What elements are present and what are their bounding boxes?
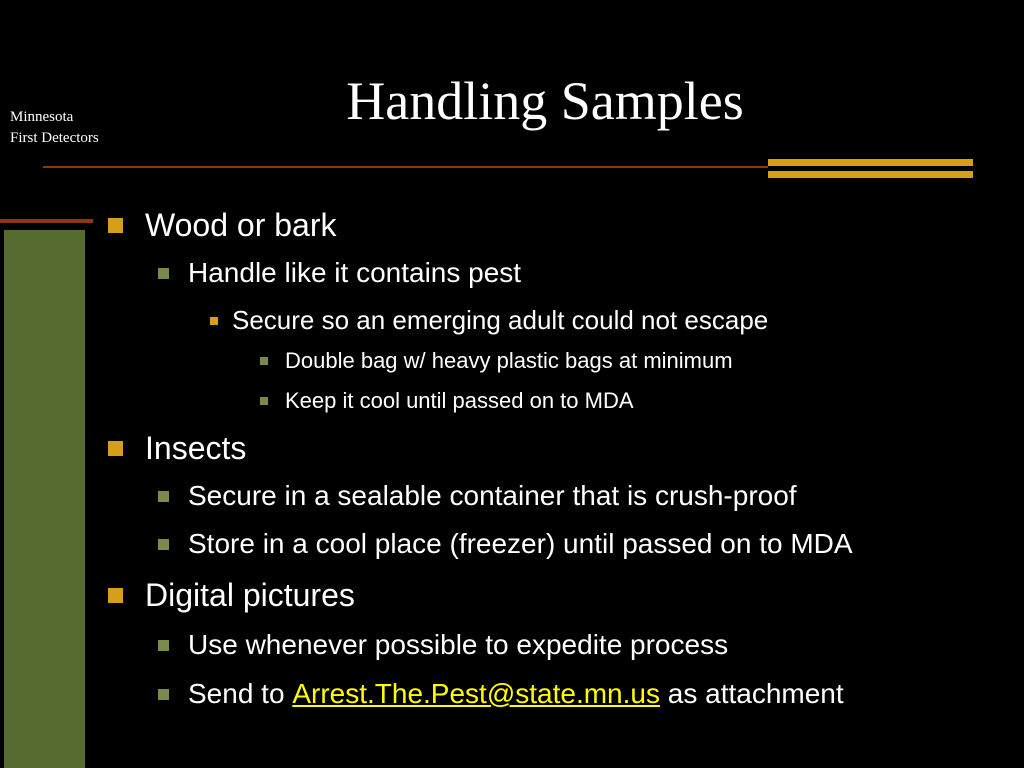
square-bullet-icon	[260, 357, 268, 365]
bullet-insects	[108, 430, 246, 467]
square-bullet-icon	[158, 689, 169, 700]
bullet-text: Secure in a sealable container that is crush-proof	[188, 480, 797, 511]
bullet-text: Use whenever possible to expedite process	[188, 629, 729, 660]
square-bullet-icon	[158, 268, 169, 279]
bullet-text: Digital pictures	[145, 577, 355, 613]
bullet-text-prefix: Send to	[188, 678, 285, 709]
bullet-keep-cool	[260, 388, 634, 414]
bullet-secure-emerging-adult	[210, 305, 768, 336]
square-bullet-icon	[158, 640, 169, 651]
bullet-text: Handle like it contains pest	[188, 257, 522, 288]
bullet-use-whenever-possible	[158, 629, 728, 661]
bullet-send-email	[158, 678, 844, 710]
bullet-wood-or-bark	[108, 207, 337, 244]
bullet-double-bag	[260, 348, 733, 374]
bullet-digital-pictures	[108, 577, 355, 614]
email-link[interactable]: Arrest.The.Pest@state.mn.us	[292, 678, 660, 709]
bullet-text: Insects	[145, 430, 247, 466]
slide-title: Handling Samples	[346, 71, 744, 131]
bullet-handle-like-pest	[158, 257, 521, 289]
bullet-text-suffix: as attachment	[667, 678, 844, 709]
bullet-store-cool-place	[158, 528, 853, 560]
square-bullet-icon	[158, 539, 169, 550]
branding-line-2: First Detectors	[10, 130, 99, 146]
bullet-text: Double bag w/ heavy plastic bags at minimum	[285, 348, 733, 373]
square-bullet-icon	[108, 441, 123, 456]
square-bullet-icon	[210, 317, 218, 325]
bullet-secure-container	[158, 480, 797, 512]
square-bullet-icon	[108, 588, 123, 603]
bullet-text: Secure so an emerging adult could not escape	[232, 305, 769, 335]
branding-line-1: Minnesota	[10, 109, 74, 125]
square-bullet-icon	[260, 397, 268, 405]
bullet-text: Keep it cool until passed on to MDA	[285, 388, 634, 413]
bullet-text: Wood or bark	[145, 207, 337, 243]
square-bullet-icon	[158, 491, 169, 502]
bullet-text: Store in a cool place (freezer) until passed on to MDA	[188, 528, 853, 559]
square-bullet-icon	[108, 218, 123, 233]
